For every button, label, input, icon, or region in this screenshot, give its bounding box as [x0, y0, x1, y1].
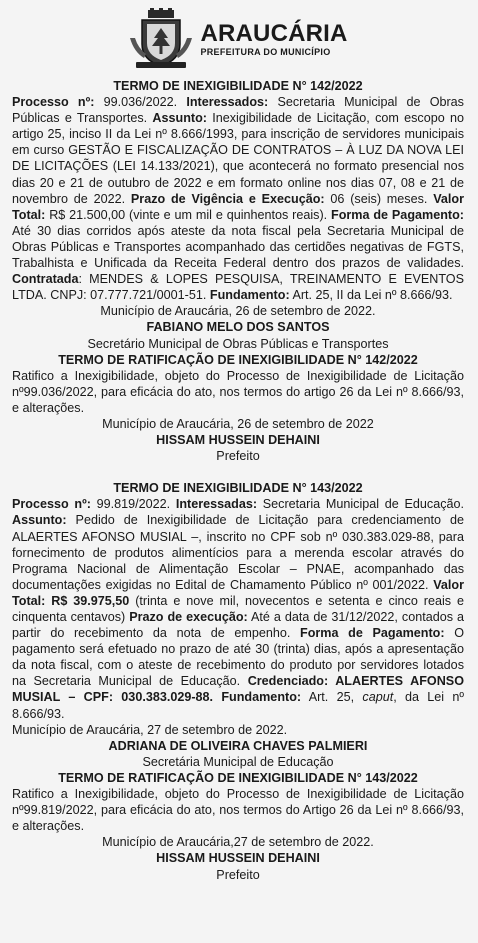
araucaria-logo [128, 8, 347, 70]
logo-name: ARAUCÁRIA [200, 19, 348, 47]
doc1-prazo-value: 06 (seis) meses. [324, 191, 434, 206]
doc2-title: TERMO DE INEXIGIBILIDADE N° 143/2022 [113, 481, 363, 496]
doc1-valor-label: Valor Total: [12, 191, 464, 222]
doc2-valor-label: Valor Total: R$ 39.975,50 [12, 577, 464, 608]
doc2-city-date: Município de Araucária, 27 de setembro de 2022. [12, 722, 288, 737]
document-body [12, 78, 464, 883]
doc1-signer-role: Secretário Municipal de Obras Públicas e Transportes [87, 336, 389, 351]
header [12, 0, 464, 74]
doc1-assunto-label: Assunto: [152, 111, 207, 126]
doc1-processo-value: 99.036/2022. [94, 95, 187, 110]
rat2-title: TERMO DE RATIFICAÇÃO DE INEXIGIBILIDADE N° 143/2022 [58, 770, 418, 785]
doc2-fundamento-value-a: Art. 25, [301, 690, 363, 705]
doc1-contratada-value: : MENDES & LOPES PESQUISA, TREINAMENTO E EVENTOS LTDA. CNPJ: 07.777.721/0001-51. [12, 272, 464, 303]
rat2-signer: HISSAM HUSSEIN DEHAINI [156, 851, 320, 866]
doc1-forma-value: Até 30 dias corridos após ateste da nota fiscal pela Secretaria Municipal de Obras Públicas e Transportes acompanhado das certidões negativas de FGTS, Trabalhista e Unificada da Receita Federal dentro dos prazos de validades. [12, 223, 464, 271]
doc1-title: TERMO DE INEXIGIBILIDADE N° 142/2022 [113, 79, 363, 93]
doc2-prazo-label: Prazo de execução: [129, 610, 248, 624]
doc2-credenciado-label: Credenciado: ALAERTES AFONSO MUSIAL – CPF: 030.383.029-88. Fundamento: [12, 674, 464, 705]
rat1-city-date: Município de Araucária, 26 de setembro de 2022 [102, 416, 374, 431]
rat1-text: Ratifico a Inexigibilidade, objeto do Processo de Inexigibilidade de Licitação nº99.036/2022, para eficácia do ato, nos termos do artigo 26 da Lei nº 8.666/93, e alterações. [12, 368, 464, 415]
doc1-prazo-label: Prazo de Vigência e Execução: [130, 191, 325, 206]
doc1-interessados-label: Interessados: [186, 95, 269, 110]
rat2-city-date: Município de Araucária,27 de setembro de 2022. [102, 835, 374, 850]
rat2-signer-role: Prefeito [216, 867, 260, 882]
doc1-contratada-label: Contratada [12, 272, 79, 287]
doc1-fundamento-label: Fundamento: [209, 288, 290, 303]
doc1-paragraph [12, 94, 464, 303]
doc2-interessadas-label: Interessadas: [175, 497, 258, 512]
doc2-forma-value: O pagamento será efetuado no prazo de até 30 (trinta) dias, após a apresentação da nota fiscal, com o ateste de recebimento do produto por servidores lotados na Secretaria Municipal de Educação. [12, 626, 464, 689]
rat2-text: Ratifico a Inexigibilidade, objeto do Processo de Inexigibilidade de Licitação nº99.819/2022, para eficácia do ato, nos termos do Artigo 26 da Lei nº 8.666/93, e alterações. [12, 787, 464, 834]
rat1-signer-role: Prefeito [216, 449, 260, 464]
doc2-forma-label: Forma de Pagamento: [300, 626, 445, 641]
logo-subtitle: PREFEITURA DO MUNICÍPIO [200, 46, 331, 57]
rat1-title: TERMO DE RATIFICAÇÃO DE INEXIGIBILIDADE N° 142/2022 [58, 352, 418, 367]
doc2-interessadas-value: Secretaria Municipal de Educação. [257, 497, 464, 512]
doc2-fundamento-value-b: , da Lei nº 8.666/93. [12, 690, 464, 721]
doc1-city-date: Município de Araucária, 26 de setembro de 2022. [100, 304, 376, 319]
doc1-forma-label: Forma de Pagamento: [331, 207, 464, 222]
rat1-signer: HISSAM HUSSEIN DEHAINI [156, 433, 320, 448]
doc1-assunto-value: Inexigibilidade de Licitação, com escopo no artigo 25, inciso II da Lei nº 8.666/1993, para inscrição de servidores municipais em curso GESTÃO E FISCALIZAÇÃO DE CONTRATOS – À LUZ DA NOVA LEI DE LICITAÇÕES (LEI 14.133/2021), que acontecerá no formato presencial nos dias 20 e 21 de outubro de 2022 e em formato online nos dias 07, 08 e 21 de novembro de 2022. [12, 111, 465, 206]
doc2-assunto-value: Pedido de Inexigibilidade de Licitação para credenciamento de ALAERTES AFONSO MUSIAL –, inscrito no CPF sob nº 030.383.029-88, para fornecimento de produtos alimentícios para a merenda escolar através do Programa Nacional de Alimentação Escolar – PNAE, acompanhado das documentações exigidas no Edital de Chamamento Público nº 001/2022. [12, 513, 464, 592]
doc2-valor-value: (trinta e nove mil, novecentos e setenta e cinco reais e cinquenta centavos) [12, 593, 464, 624]
doc2-signer-role: Secretária Municipal de Educação [142, 754, 334, 769]
doc2-prazo-value: Até a data de 31/12/2022, contados a partir do recebimento da nota de empenho. [12, 610, 465, 641]
doc2-fundamento-caput: caput [362, 690, 394, 705]
doc1-signer: FABIANO MELO DOS SANTOS [146, 320, 330, 335]
doc2-assunto-label: Assunto: [12, 513, 67, 528]
doc2-processo-value: 99.819/2022. [90, 497, 176, 512]
doc2-paragraph [12, 496, 464, 721]
coat-of-arms-icon [128, 8, 194, 70]
section-gap [12, 464, 464, 480]
doc1-valor-value: R$ 21.500,00 (vinte e um mil e quinhentos reais). [45, 207, 332, 222]
doc1-interessados-value: Secretaria Municipal de Obras Públicas e Transportes. [12, 95, 464, 126]
doc2-signer: ADRIANA DE OLIVEIRA CHAVES PALMIERI [108, 738, 368, 753]
doc2-processo-label: Processo nº: [12, 497, 91, 512]
doc1-fundamento-value: Art. 25, II da Lei nº 8.666/93. [289, 288, 453, 303]
doc1-processo-label: Processo nº: [12, 95, 95, 110]
